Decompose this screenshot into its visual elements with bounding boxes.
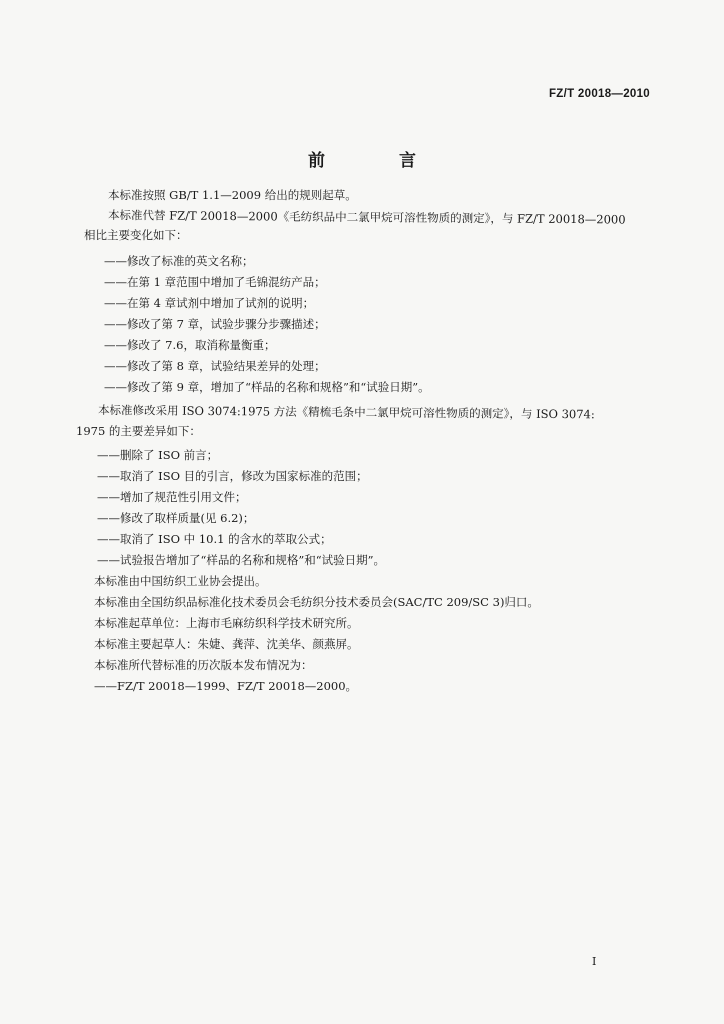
body-line: 本标准所代替标准的历次版本发布情况为： xyxy=(94,658,313,672)
page-number: I xyxy=(592,955,597,968)
body-line: 本标准由中国纺织工业协会提出。 xyxy=(94,574,267,588)
body-line: 本标准起草单位：上海市毛麻纺织科学技术研究所。 xyxy=(94,616,359,630)
list-item: ——在第 4 章试剂中增加了试剂的说明； xyxy=(104,296,315,310)
body-line: 本标准修改采用 ISO 3074:1975 方法《精梳毛条中二氯甲烷可溶性物质的测定》，与 ISO 3074: xyxy=(97,403,595,422)
page-title: 前 言 xyxy=(308,151,450,171)
list-item: ——修改了第 8 章，试验结果差异的处理； xyxy=(104,359,326,373)
document-number: FZ/T 20018—2010 xyxy=(548,88,650,100)
list-item: ——试验报告增加了“样品的名称和规格”和“试验日期”。 xyxy=(97,553,386,567)
list-item: ——在第 1 章范围中增加了毛锦混纺产品； xyxy=(104,275,326,289)
list-item: ——取消了 ISO 中 10.1 的含水的萃取公式； xyxy=(97,532,332,546)
list-item: ——修改了标准的英文名称； xyxy=(104,254,254,268)
list-item: ——修改了第 7 章，试验步骤分步骤描述； xyxy=(104,317,326,331)
body-line: 本标准代替 FZ/T 20018—2000《毛纺织品中二氯甲烷可溶性物质的测定》，与 FZ/T 20018—2000 xyxy=(107,208,626,227)
list-item: ——修改了 7.6，取消称量衡重； xyxy=(104,338,276,352)
body-line: 本标准主要起草人：朱婕、龚萍、沈美华、颜燕屏。 xyxy=(94,637,359,651)
body-line: 相比主要变化如下： xyxy=(84,228,188,242)
body-line: 本标准按照 GB/T 1.1—2009 给出的规则起草。 xyxy=(108,188,357,202)
body-line: 本标准由全国纺织品标准化技术委员会毛纺织分技术委员会(SAC/TC 209/SC 3)归口。 xyxy=(94,595,539,609)
list-item: ——修改了取样质量(见 6.2)； xyxy=(97,511,255,525)
body-line: 1975 的主要差异如下： xyxy=(76,424,201,438)
list-item: ——取消了 ISO 目的引言，修改为国家标准的范围； xyxy=(97,469,368,483)
list-item: ——FZ/T 20018—1999、FZ/T 20018—2000。 xyxy=(94,679,358,693)
list-item: ——增加了规范性引用文件； xyxy=(97,490,247,504)
list-item: ——修改了第 9 章，增加了“样品的名称和规格”和“试验日期”。 xyxy=(104,380,430,394)
list-item: ——删除了 ISO 前言； xyxy=(97,448,219,462)
